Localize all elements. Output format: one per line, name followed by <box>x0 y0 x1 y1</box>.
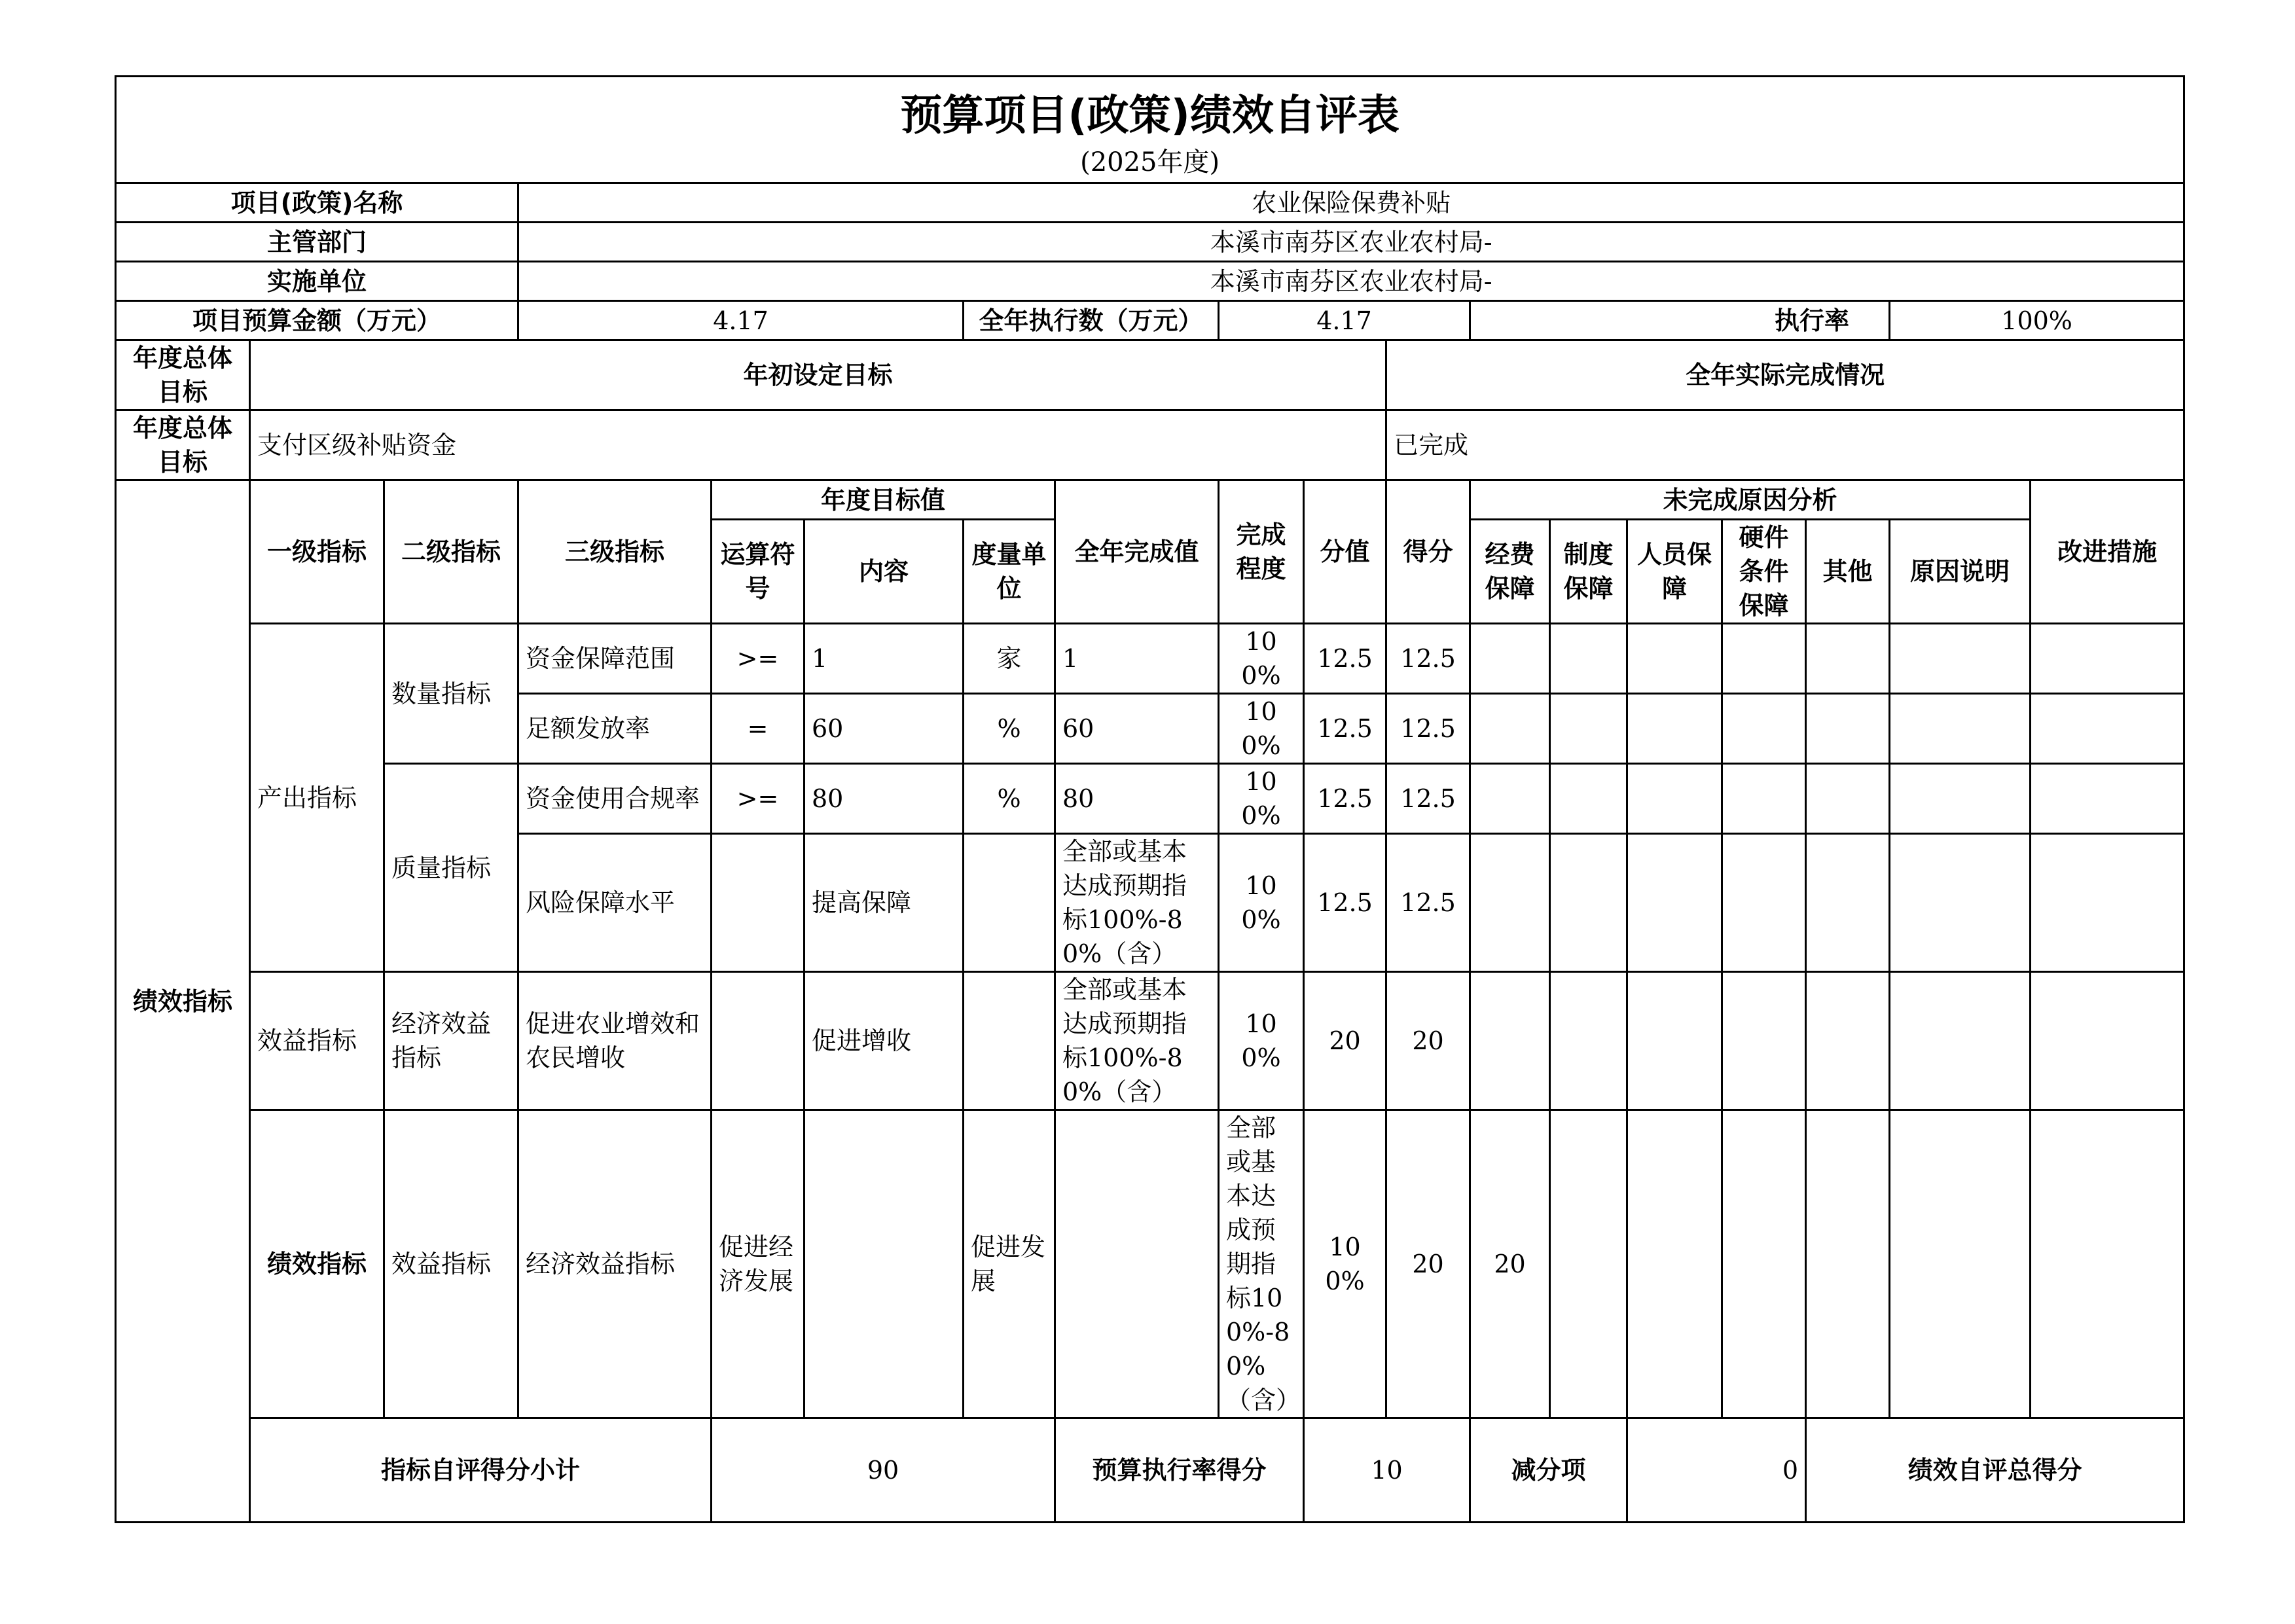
content-cell: 提高保障 <box>804 834 964 972</box>
subtotal-value: 90 <box>712 1418 1055 1523</box>
degree-cell: 100% <box>1219 694 1304 764</box>
header-content: 内容 <box>804 520 964 624</box>
empty-cell <box>2031 624 2184 694</box>
deduct-label: 减分项 <box>1470 1418 1627 1523</box>
empty-cell <box>1627 972 1722 1110</box>
header-hardware: 硬件条件保障 <box>1722 520 1806 624</box>
empty-cell <box>2031 834 2184 972</box>
content-cell: 促进增收 <box>804 972 964 1110</box>
project-name-label: 项目(政策)名称 <box>116 183 518 223</box>
empty-cell <box>1722 972 1806 1110</box>
rate-value: 100% <box>1890 301 2184 340</box>
op-cell <box>712 834 804 972</box>
project-name-row <box>116 183 2184 223</box>
op-cell <box>804 1110 964 1418</box>
empty-cell <box>2031 694 2184 764</box>
l3-cell: 促进农业增效和农民增收 <box>518 972 712 1110</box>
empty-cell <box>1890 764 2031 834</box>
empty-cell <box>1806 694 1890 764</box>
empty-cell <box>1890 1110 2031 1418</box>
score-cell: 12.5 <box>1386 764 1470 834</box>
unit-row <box>116 262 2184 301</box>
degree-cell: 100% <box>1304 1110 1386 1418</box>
dept-value: 本溪市南芬区农业农村局- <box>518 223 2184 262</box>
benefit-indicator-cell-2: 效益指标 <box>384 1110 518 1418</box>
subtotal-label: 指标自评得分小计 <box>250 1418 712 1523</box>
degree-cell: 100% <box>1219 972 1304 1110</box>
empty-cell <box>1806 834 1890 972</box>
header-target-group: 年度目标值 <box>712 480 1055 520</box>
rate-label: 执行率 <box>1470 301 1890 340</box>
budget-row <box>116 301 2184 340</box>
degree-cell: 100% <box>1219 624 1304 694</box>
table-row <box>116 972 2184 1110</box>
header-l1: 一级指标 <box>250 480 384 624</box>
total-label: 绩效自评总得分 <box>1806 1418 2184 1523</box>
empty-cell <box>1627 694 1722 764</box>
content-cell: 60 <box>804 694 964 764</box>
l3-cell: 资金保障范围 <box>518 624 712 694</box>
score-cell: 12.5 <box>1386 694 1470 764</box>
empty-cell <box>1722 694 1806 764</box>
header-unit: 度量单位 <box>964 520 1055 624</box>
unit-cell: % <box>964 764 1055 834</box>
header-reason: 原因说明 <box>1890 520 2031 624</box>
empty-cell <box>1722 764 1806 834</box>
l3-cell: 风险保障水平 <box>518 834 712 972</box>
l3-cell: 足额发放率 <box>518 694 712 764</box>
unit-cell <box>1055 1110 1219 1418</box>
budget-label: 项目预算金额（万元） <box>116 301 518 340</box>
header-staff: 人员保障 <box>1627 520 1722 624</box>
l3-cell: 资金使用合规率 <box>518 764 712 834</box>
empty-cell <box>1890 834 2031 972</box>
header-degree: 完成程度 <box>1219 480 1304 624</box>
header-improve: 改进措施 <box>2031 480 2184 624</box>
quality-indicator-cell: 质量指标 <box>384 764 518 972</box>
empty-cell <box>1550 972 1627 1110</box>
evaluation-table <box>115 75 2185 1523</box>
empty-cell <box>1806 624 1890 694</box>
empty-cell <box>1627 1110 1722 1418</box>
perf-indicator-label: 绩效指标 <box>116 480 250 1523</box>
score-cell: 20 <box>1386 972 1470 1110</box>
empty-cell <box>1627 764 1722 834</box>
value-cell: 12.5 <box>1304 694 1386 764</box>
empty-cell <box>1470 972 1550 1110</box>
degree-cell: 100% <box>1219 834 1304 972</box>
score-cell: 12.5 <box>1386 624 1470 694</box>
project-name-value: 农业保险保费补贴 <box>518 183 2184 223</box>
title-row <box>116 77 2184 183</box>
empty-cell <box>1806 1110 1890 1418</box>
empty-cell <box>1470 834 1550 972</box>
empty-cell <box>2031 972 2184 1110</box>
deduct-value: 0 <box>1627 1418 1806 1523</box>
self-evaluation-form <box>115 75 2183 1523</box>
goal-label-2: 年度总体目标 <box>116 410 250 480</box>
empty-cell <box>1627 624 1722 694</box>
l3-cell: 促进经济发展 <box>712 1110 804 1418</box>
empty-cell <box>1550 834 1627 972</box>
empty-cell <box>2031 764 2184 834</box>
empty-cell <box>2031 1110 2184 1418</box>
actual-cell: 1 <box>1055 624 1219 694</box>
dept-label: 主管部门 <box>116 223 518 262</box>
value-cell: 12.5 <box>1304 834 1386 972</box>
empty-cell <box>1722 834 1806 972</box>
empty-cell <box>1890 624 2031 694</box>
value-cell: 20 <box>1386 1110 1470 1418</box>
goal-actual-header: 全年实际完成情况 <box>1386 340 2184 410</box>
header-l2: 二级指标 <box>384 480 518 624</box>
benefit-indicator-cell: 效益指标 <box>250 972 384 1110</box>
empty-cell <box>1806 764 1890 834</box>
header-actual: 全年完成值 <box>1055 480 1219 624</box>
goal-set-value: 支付区级补贴资金 <box>250 410 1386 480</box>
empty-cell <box>1722 624 1806 694</box>
value-cell: 12.5 <box>1304 764 1386 834</box>
unit-cell <box>964 834 1055 972</box>
degree-cell: 100% <box>1219 764 1304 834</box>
table-row <box>116 1110 2184 1418</box>
op-cell <box>712 972 804 1110</box>
budget-value: 4.17 <box>518 301 964 340</box>
goal-label-1: 年度总体目标 <box>116 340 250 410</box>
exec-score-label: 预算执行率得分 <box>1055 1418 1304 1523</box>
actual-cell: 80 <box>1055 764 1219 834</box>
empty-cell <box>1806 972 1890 1110</box>
header-reason-group: 未完成原因分析 <box>1470 480 2031 520</box>
actual-cell: 60 <box>1055 694 1219 764</box>
empty-cell <box>1890 694 2031 764</box>
page-subtitle: (2025年度) <box>1080 147 1220 177</box>
op-cell: >= <box>712 764 804 834</box>
perf-indicator-label-2: 绩效指标 <box>250 1110 384 1418</box>
dept-row <box>116 223 2184 262</box>
goal-actual-value: 已完成 <box>1386 410 2184 480</box>
unit-cell: 家 <box>964 624 1055 694</box>
empty-cell <box>1890 972 2031 1110</box>
exec-label: 全年执行数（万元） <box>964 301 1219 340</box>
empty-cell <box>1550 694 1627 764</box>
page-title: 预算项目(政策)绩效自评表 <box>900 92 1400 140</box>
empty-cell <box>1627 834 1722 972</box>
content-cell: 促进发展 <box>964 1110 1055 1418</box>
actual-cell: 全部或基本达成预期指标100%-80%（含） <box>1055 834 1219 972</box>
header-l3: 三级指标 <box>518 480 712 624</box>
score-cell: 20 <box>1470 1110 1550 1418</box>
content-cell: 80 <box>804 764 964 834</box>
op-cell: = <box>712 694 804 764</box>
actual-cell: 全部或基本达成预期指标100%-80%（含） <box>1219 1110 1304 1418</box>
value-cell: 12.5 <box>1304 624 1386 694</box>
empty-cell <box>1550 624 1627 694</box>
header-score-value: 分值 <box>1304 480 1386 624</box>
unit-label: 实施单位 <box>116 262 518 301</box>
header-other: 其他 <box>1806 520 1890 624</box>
header-score: 得分 <box>1386 480 1470 624</box>
goal-header-row <box>116 340 2184 410</box>
empty-cell <box>1722 1110 1806 1418</box>
econ-benefit-indicator-cell-2: 经济效益指标 <box>518 1110 712 1418</box>
header-funding: 经费保障 <box>1470 520 1550 624</box>
content-cell: 1 <box>804 624 964 694</box>
output-indicator-cell: 产出指标 <box>250 624 384 972</box>
unit-cell: % <box>964 694 1055 764</box>
empty-cell <box>1550 764 1627 834</box>
empty-cell <box>1470 694 1550 764</box>
footer-row <box>116 1418 2184 1523</box>
exec-score-value: 10 <box>1304 1418 1470 1523</box>
goal-value-row <box>116 410 2184 480</box>
header-system: 制度保障 <box>1550 520 1627 624</box>
quantity-indicator-cell: 数量指标 <box>384 624 518 764</box>
op-cell: >= <box>712 624 804 694</box>
actual-cell: 全部或基本达成预期指标100%-80%（含） <box>1055 972 1219 1110</box>
table-row <box>116 764 2184 834</box>
unit-value: 本溪市南芬区农业农村局- <box>518 262 2184 301</box>
econ-benefit-indicator-cell: 经济效益指标 <box>384 972 518 1110</box>
empty-cell <box>1550 1110 1627 1418</box>
score-cell: 12.5 <box>1386 834 1470 972</box>
value-cell: 20 <box>1304 972 1386 1110</box>
empty-cell <box>1470 624 1550 694</box>
unit-cell <box>964 972 1055 1110</box>
table-row <box>116 624 2184 694</box>
exec-value: 4.17 <box>1219 301 1470 340</box>
indicator-header-row-1 <box>116 480 2184 520</box>
empty-cell <box>1470 764 1550 834</box>
header-op: 运算符号 <box>712 520 804 624</box>
goal-set-header: 年初设定目标 <box>250 340 1386 410</box>
